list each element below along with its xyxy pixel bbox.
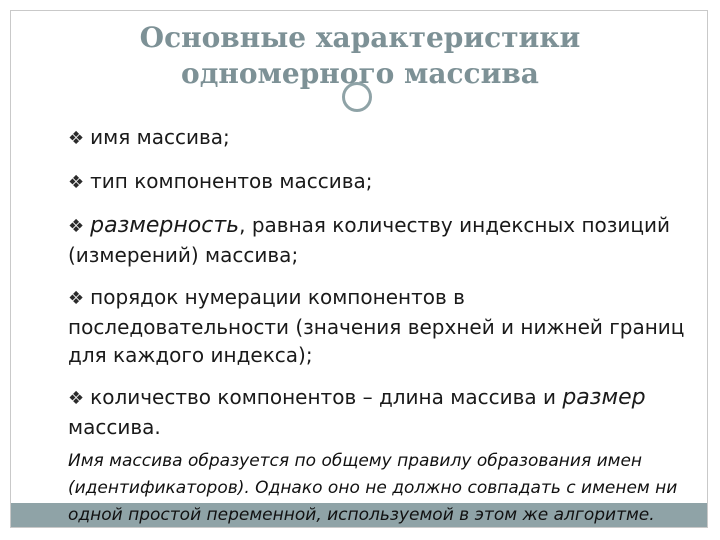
list-item	[68, 211, 688, 269]
list-item	[68, 383, 688, 441]
list-item	[68, 123, 688, 153]
diamond-bullet-icon: ❖	[68, 288, 85, 309]
list-item-text: тип компонентов массива;	[90, 169, 373, 193]
diamond-bullet-icon: ❖	[68, 388, 85, 409]
diamond-bullet-icon: ❖	[68, 128, 85, 149]
slide-title	[0, 20, 720, 92]
diamond-bullet-icon: ❖	[68, 216, 85, 237]
title-line-2: одномерного массива	[181, 57, 539, 90]
list-item-text: порядок нумерации компонентов в последовательности (значения верхней и нижней границ для каждого индекса);	[68, 285, 685, 367]
list-item-text: количество компонентов – длина массива и	[90, 385, 563, 409]
list-item-text: , равная количеству индексных позиций (измерений) массива;	[68, 213, 671, 267]
list-item-emphasis: размер	[562, 385, 646, 410]
list-item-text-after: массива.	[68, 415, 161, 439]
list-item-text: имя массива;	[90, 125, 230, 149]
list-item	[68, 283, 688, 369]
bullet-list	[68, 123, 688, 455]
diamond-bullet-icon: ❖	[68, 172, 85, 193]
title-ring-ornament	[342, 82, 372, 112]
list-item-emphasis: размерность	[90, 213, 240, 238]
italic-note: Имя массива образуется по общему правилу образования имен (идентификаторов). Однако оно не должно совпадать с именем ни одной простой переменной, используемой в этом же алгоритме.	[68, 451, 678, 525]
list-item	[68, 167, 688, 197]
title-line-1: Основные характеристики	[139, 21, 581, 54]
